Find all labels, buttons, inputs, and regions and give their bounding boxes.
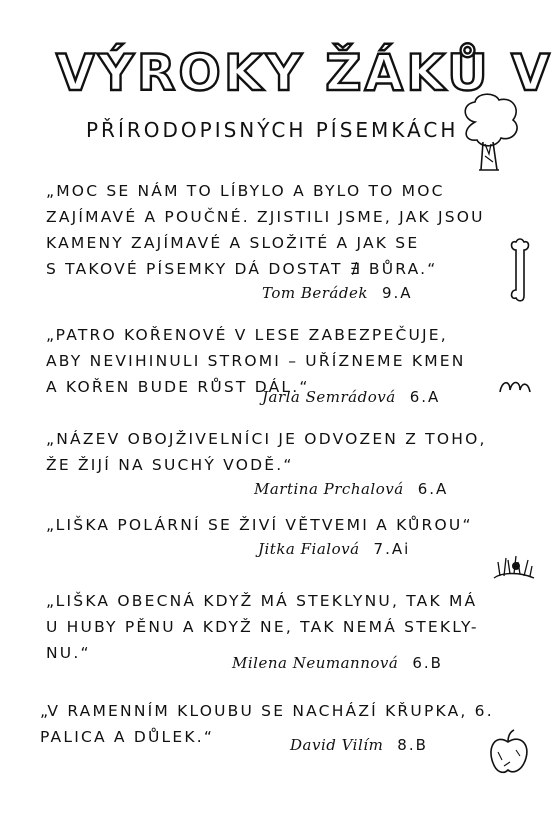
quote-line: „PATRO KOŘENOVÉ V LESE ZABEZPEČUJE, <box>46 326 448 344</box>
quote-author-1 <box>262 284 413 302</box>
quote-line: „MOC SE NÁM TO LÍBYLO A BYLO TO MOC <box>46 182 445 200</box>
quote-author-2 <box>262 388 440 406</box>
page-subtitle: PŘÍRODOPISNÝCH PÍSEMKÁCH <box>86 118 459 142</box>
quote-4 <box>46 512 473 538</box>
quote-line: PALICA A DŮLEK.“ <box>40 728 215 746</box>
author-class: 7.Ai <box>373 540 411 558</box>
quote-author-3 <box>254 480 448 498</box>
quote-line: ŽE ŽIJÍ NA SUCHÝ VODĚ.“ <box>46 456 294 474</box>
author-name: Jarla Semrádová <box>262 388 396 406</box>
author-class: 6.B <box>412 654 443 672</box>
quote-line: „LIŠKA POLÁRNÍ SE ŽIVÍ VĚTVEMI A KŮROU“ <box>46 516 473 534</box>
bone-icon <box>508 238 532 302</box>
quote-line: ABY NEVIHINULI STROMI – UŘÍZNEME KMEN <box>46 352 466 370</box>
quote-author-6 <box>290 736 428 754</box>
page-title <box>56 28 553 118</box>
quote-line: S TAKOVÉ PÍSEMKY DÁ DOSTAT ∄ BŮRA.“ <box>46 260 438 278</box>
author-name: Jitka Fialová <box>258 540 360 558</box>
quote-line: „V RAMENNÍM KLOUBU SE NACHÁZÍ KŘUPKA, 6. <box>40 702 494 720</box>
author-name: David Vilím <box>290 736 384 754</box>
author-class: 6.A <box>417 480 449 498</box>
quote-line: „NÁZEV OBOJŽIVELNÍCI JE ODVOZEN Z TOHO, <box>46 430 487 448</box>
grass-icon <box>490 552 538 584</box>
author-name: Martina Prchalová <box>254 480 404 498</box>
quote-line: „LIŠKA OBECNÁ KDYŽ MÁ STEKLYNU, TAK MÁ <box>46 592 478 610</box>
quote-line: NU.“ <box>46 644 91 662</box>
author-class: 8.B <box>397 736 428 754</box>
title-main: VÝROKY ŽÁKŮ V <box>56 44 553 102</box>
author-name: Tom Berádek <box>262 284 368 302</box>
quote-1 <box>46 178 485 282</box>
apple-icon <box>486 730 530 778</box>
author-class: 6.A <box>409 388 441 406</box>
quote-line: ZAJÍMAVÉ A POUČNÉ. ZJISTILI JSME, JAK JSOU <box>46 208 485 226</box>
quote-author-4 <box>258 540 410 558</box>
quote-line: KAMENY ZAJÍMAVÉ A SLOŽITÉ A JAK SE <box>46 234 420 252</box>
author-name: Milena Neumannová <box>232 654 399 672</box>
quote-line: U HUBY PĚNU A KDYŽ NE, TAK NEMÁ STEKLY- <box>46 618 479 636</box>
author-class: 9.A <box>381 284 413 302</box>
tree-icon <box>455 92 525 178</box>
quote-3 <box>46 426 487 478</box>
quote-line: A KOŘEN BUDE RŮST DÁL.“ <box>46 378 310 396</box>
quote-author-5 <box>232 654 443 672</box>
worm-icon <box>498 376 532 398</box>
